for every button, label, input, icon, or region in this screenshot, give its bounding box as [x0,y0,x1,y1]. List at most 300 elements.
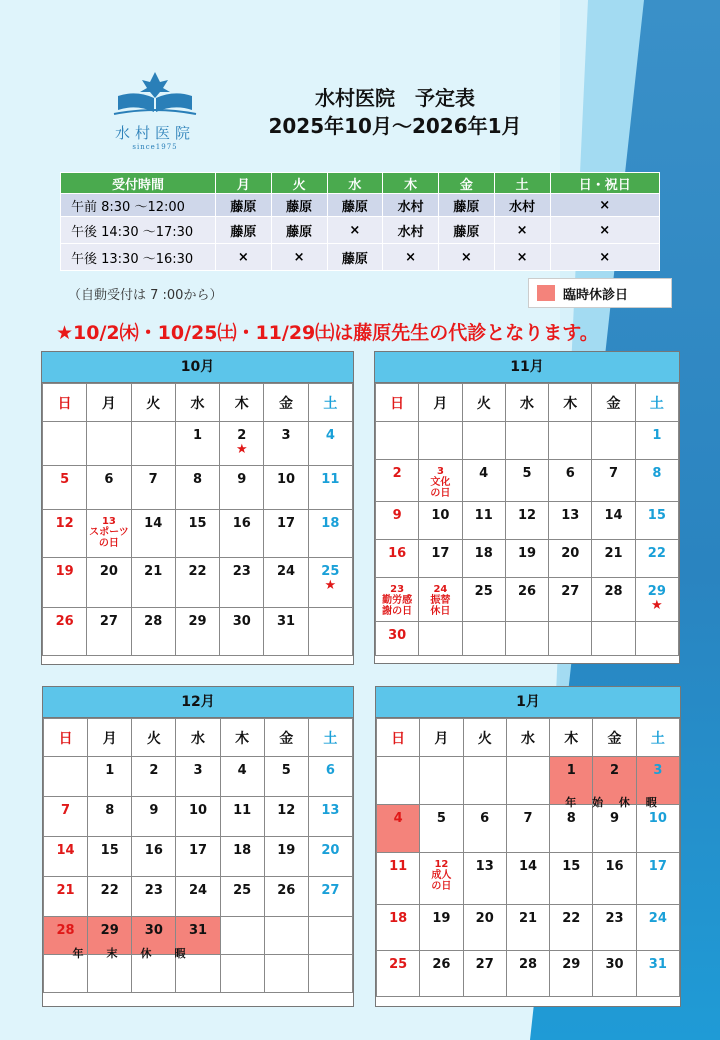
week-row [43,422,353,466]
hours-doctor-cell: 藤原 [216,194,272,217]
week-row [376,622,679,656]
substitute-star-icon: ★ [651,598,663,613]
day-cell [550,905,593,951]
day-number: 31 [188,923,208,938]
empty-cell [131,422,175,466]
day-cell [549,502,592,540]
day-cell [264,837,308,877]
hours-doctor-cell: × [271,244,327,271]
day-number: 30 [144,923,163,938]
day-cell [549,578,592,622]
day-number: 11 [321,472,340,487]
day-cell [132,757,176,797]
hours-doctor-cell: × [439,244,495,271]
day-number: 19 [432,911,451,926]
hours-doctor-cell: 藤原 [216,217,272,244]
day-cell [592,502,635,540]
day-number: 18 [321,516,340,531]
day-number: 9 [610,811,620,826]
hours-header-cell: 水 [327,173,383,194]
day-number: 4 [479,466,489,481]
calendar-november [374,351,680,664]
holiday-label: の日 [98,538,119,549]
day-number: 22 [562,911,581,926]
day-number: 1 [192,428,202,443]
day-cell [43,510,87,558]
weekday-row [44,719,353,757]
empty-cell [419,622,462,656]
day-number: 26 [277,883,296,898]
hours-header-cell: 月 [216,173,272,194]
weekday-header: 金 [593,719,636,757]
day-number: 11 [233,803,252,818]
day-number: 17 [188,843,208,858]
book-leaf-icon [110,68,200,118]
day-number: 1 [566,763,576,778]
day-number: 15 [100,843,119,858]
day-number: 27 [475,957,494,972]
day-cell [463,853,506,905]
day-number: 17 [648,859,667,874]
day-number: 7 [609,466,619,481]
week-row [377,853,680,905]
day-cell [308,877,352,917]
day-number: 23 [390,584,405,595]
weekday-header: 土 [308,719,352,757]
day-cell [463,951,506,997]
clinic-logo [100,68,210,158]
weekday-header: 土 [635,384,678,422]
empty-cell [419,422,462,460]
day-number: 30 [388,628,407,643]
day-cell [175,510,219,558]
hours-doctor-cell: 水村 [383,217,439,244]
day-cell [592,460,635,502]
calendar-month-title: 12月 [43,687,353,718]
day-cell [462,540,505,578]
week-row [44,797,353,837]
hours-doctor-cell: × [383,244,439,271]
empty-cell [44,757,88,797]
empty-cell [506,757,549,805]
empty-cell [505,422,548,460]
day-cell [43,558,87,608]
empty-cell [462,622,505,656]
day-cell [220,558,264,608]
day-cell [220,466,264,510]
hours-row [61,217,660,244]
day-number: 30 [232,614,251,629]
calendar-month-title: 1月 [376,687,680,718]
day-number: 16 [605,859,624,874]
day-number: 11 [474,508,493,523]
empty-cell [308,917,352,955]
day-number: 25 [321,564,340,579]
day-cell [506,905,549,951]
day-cell [635,502,678,540]
day-cell [264,422,308,466]
hours-header-cell: 土 [494,173,550,194]
week-row [43,608,353,656]
day-cell [132,837,176,877]
week-row [43,558,353,608]
day-cell [550,805,593,853]
title-line2: 2025年10月～2026年1月 [268,114,522,138]
day-number: 26 [55,614,74,629]
day-cell [220,422,264,466]
day-cell [220,837,264,877]
day-number: 2 [610,763,620,778]
hours-row [61,244,660,271]
day-cell [264,510,308,558]
day-cell [419,502,462,540]
day-number: 28 [144,614,163,629]
day-cell [592,540,635,578]
week-row [377,951,680,997]
day-number: 19 [517,546,537,561]
hours-doctor-cell: 藤原 [327,244,383,271]
day-number: 17 [431,546,450,561]
day-number: 6 [565,466,575,481]
day-number: 28 [56,923,75,938]
empty-cell [308,955,352,993]
hours-doctor-cell: 水村 [494,194,550,217]
hours-doctor-cell: × [550,244,660,271]
day-number: 14 [144,516,163,531]
day-cell [506,805,549,853]
calendar-january [375,686,681,1007]
week-row [376,460,679,502]
weekday-header: 水 [505,384,548,422]
day-cell [549,540,592,578]
day-cell [593,905,636,951]
weekday-header: 土 [308,384,352,422]
holiday-label: 振替 [430,595,451,606]
day-number: 15 [562,859,581,874]
day-number: 5 [281,763,291,778]
calendar-october [41,351,354,665]
day-number: 14 [56,843,75,858]
day-cell [377,853,420,905]
weekday-header: 金 [264,384,308,422]
day-cell [593,853,636,905]
calendar-grid [42,383,353,656]
substitute-star-icon: ★ [324,578,337,593]
day-cell [176,797,220,837]
day-cell [220,608,264,656]
weekday-header: 水 [506,719,549,757]
day-number: 24 [277,564,296,579]
day-number: 5 [522,466,532,481]
day-number: 3 [653,763,663,778]
weekday-header: 日 [376,384,419,422]
holiday-label: 勤労感 [382,595,413,606]
day-cell [220,757,264,797]
empty-cell [549,622,592,656]
day-number: 15 [647,508,666,523]
day-number: 24 [188,883,208,898]
empty-cell [43,422,87,466]
day-number: 2 [392,466,402,481]
hours-header-cell: 木 [383,173,439,194]
empty-cell [377,757,420,805]
day-cell [176,837,220,877]
day-number: 16 [232,516,251,531]
weekday-header: 水 [176,719,220,757]
day-number: 7 [148,472,158,487]
weekday-header: 木 [549,384,592,422]
weekday-header: 日 [44,719,88,757]
day-cell [592,578,635,622]
hours-doctor-cell: × [327,217,383,244]
calendar-month-title: 11月 [375,352,679,383]
auto-reception-note: （自動受付は 7 :00から） [68,288,223,303]
day-number: 23 [144,883,163,898]
day-cell [463,805,506,853]
day-number: 12 [517,508,537,523]
day-cell [636,905,679,951]
day-number: 8 [105,803,115,818]
day-number: 21 [604,546,623,561]
day-number: 9 [392,508,402,523]
day-cell [87,466,131,510]
day-cell [419,540,462,578]
weekday-header: 月 [87,384,131,422]
day-number: 4 [237,763,247,778]
weekday-header: 月 [419,384,462,422]
day-cell [43,466,87,510]
day-number: 28 [604,584,623,599]
day-number: 27 [99,614,118,629]
day-number: 20 [561,546,580,561]
day-cell [462,578,505,622]
week-row [377,805,680,853]
day-cell [264,797,308,837]
day-number: 25 [474,584,493,599]
empty-cell [463,757,506,805]
day-number: 19 [277,843,296,858]
hours-doctor-cell: × [494,217,550,244]
hours-doctor-cell: 藤原 [271,194,327,217]
day-cell [220,510,264,558]
day-number: 8 [192,472,202,487]
day-cell [175,422,219,466]
holiday-label: 謝の日 [382,606,413,617]
day-number: 10 [188,803,208,818]
day-number: 25 [389,957,408,972]
empty-cell [220,955,264,993]
empty-cell [376,422,419,460]
day-cell [420,951,463,997]
day-number: 13 [101,516,116,527]
weekday-header: 土 [636,719,679,757]
day-cell [88,797,132,837]
empty-cell [264,955,308,993]
day-number: 20 [475,911,494,926]
day-number: 23 [605,911,624,926]
day-number: 11 [389,859,408,874]
day-cell [419,578,462,622]
weekday-header: 月 [420,719,463,757]
day-number: 7 [523,811,533,826]
empty-cell [308,608,352,656]
week-row [376,422,679,460]
day-number: 18 [474,546,493,561]
day-cell [377,805,420,853]
week-row [43,466,353,510]
day-number: 14 [604,508,623,523]
day-number: 2 [149,763,159,778]
day-cell [419,460,462,502]
day-number: 22 [188,564,207,579]
weekday-header: 水 [175,384,219,422]
day-number: 19 [55,564,74,579]
calendar-december [42,686,354,1007]
day-number: 10 [277,472,296,487]
day-cell [550,951,593,997]
day-cell [88,837,132,877]
day-cell [87,608,131,656]
day-cell [308,466,352,510]
day-cell [377,951,420,997]
holiday-label: 文化 [430,477,451,488]
weekday-header: 火 [462,384,505,422]
day-number: 20 [321,843,340,858]
day-cell [636,853,679,905]
day-number: 23 [232,564,251,579]
day-number: 29 [562,957,581,972]
empty-cell [592,622,635,656]
weekday-header: 日 [377,719,420,757]
day-cell [87,558,131,608]
hours-doctor-cell: × [550,194,660,217]
day-number: 29 [647,584,666,599]
day-cell [635,460,678,502]
legend-label: 臨時休診日 [563,287,629,303]
day-cell [462,460,505,502]
year-end-closed-label: 年 末 休 暇 [72,947,192,960]
hours-header-cell: 日・祝日 [550,173,660,194]
empty-cell [220,917,264,955]
week-row [43,510,353,558]
substitute-doctor-notice: ★10/2㈭・10/25㈯・11/29㈯は藤原先生の代診となります。 [56,322,599,344]
weekday-header: 火 [463,719,506,757]
week-row [376,540,679,578]
day-cell [88,877,132,917]
week-row [44,757,353,797]
day-cell [220,797,264,837]
reception-hours-table [60,172,660,271]
day-number: 25 [233,883,252,898]
day-number: 17 [277,516,296,531]
day-cell [132,877,176,917]
day-number: 7 [61,803,71,818]
hours-doctor-cell: × [494,244,550,271]
day-cell [506,853,549,905]
empty-cell [462,422,505,460]
day-number: 29 [100,923,119,938]
day-number: 15 [188,516,207,531]
day-cell [88,757,132,797]
hours-header-cell: 受付時間 [61,173,216,194]
day-number: 26 [432,957,451,972]
day-cell [376,502,419,540]
empty-cell [635,622,678,656]
day-cell [550,853,593,905]
page-title [230,84,560,140]
hours-header-cell: 火 [271,173,327,194]
day-number: 12 [277,803,296,818]
day-number: 5 [436,811,446,826]
day-number: 6 [480,811,490,826]
day-number: 31 [648,957,667,972]
day-cell [264,466,308,510]
hours-time-label: 午前 8:30 ～12:00 [61,194,216,217]
day-number: 1 [105,763,115,778]
day-number: 16 [144,843,163,858]
day-cell [175,608,219,656]
calendar-grid [375,383,679,656]
holiday-label: 成人 [431,870,452,881]
weekday-header: 月 [88,719,132,757]
day-cell [44,797,88,837]
hours-row [61,194,660,217]
day-number: 10 [648,811,667,826]
hours-doctor-cell: 藤原 [439,217,495,244]
day-cell [176,877,220,917]
weekday-row [43,384,353,422]
day-number: 13 [475,859,494,874]
day-number: 3 [193,763,203,778]
weekday-row [377,719,680,757]
day-cell [131,466,175,510]
day-number: 16 [388,546,407,561]
hours-doctor-cell: 水村 [383,194,439,217]
day-cell [308,797,352,837]
day-cell [131,510,175,558]
day-cell [220,877,264,917]
day-number: 9 [237,472,247,487]
day-cell [308,510,352,558]
day-cell [131,558,175,608]
holiday-label: の日 [430,488,451,499]
weekday-header: 火 [131,384,175,422]
day-cell [44,837,88,877]
day-number: 12 [55,516,74,531]
day-number: 21 [144,564,163,579]
day-cell [636,805,679,853]
day-number: 12 [434,859,449,870]
day-number: 24 [648,911,667,926]
empty-cell [420,757,463,805]
hours-header-row [61,173,660,194]
day-number: 10 [431,508,450,523]
day-cell [420,853,463,905]
day-number: 21 [518,911,538,926]
new-year-closed-label: 年 始 休 暇 [565,796,663,809]
day-number: 27 [561,584,580,599]
holiday-label: スポーツ [89,527,129,538]
day-number: 29 [188,614,207,629]
day-number: 28 [518,957,538,972]
hours-doctor-cell: 藤原 [327,194,383,217]
day-cell [376,622,419,656]
day-cell [593,951,636,997]
day-cell [635,540,678,578]
day-cell [463,905,506,951]
day-cell [264,877,308,917]
weekday-header: 日 [43,384,87,422]
